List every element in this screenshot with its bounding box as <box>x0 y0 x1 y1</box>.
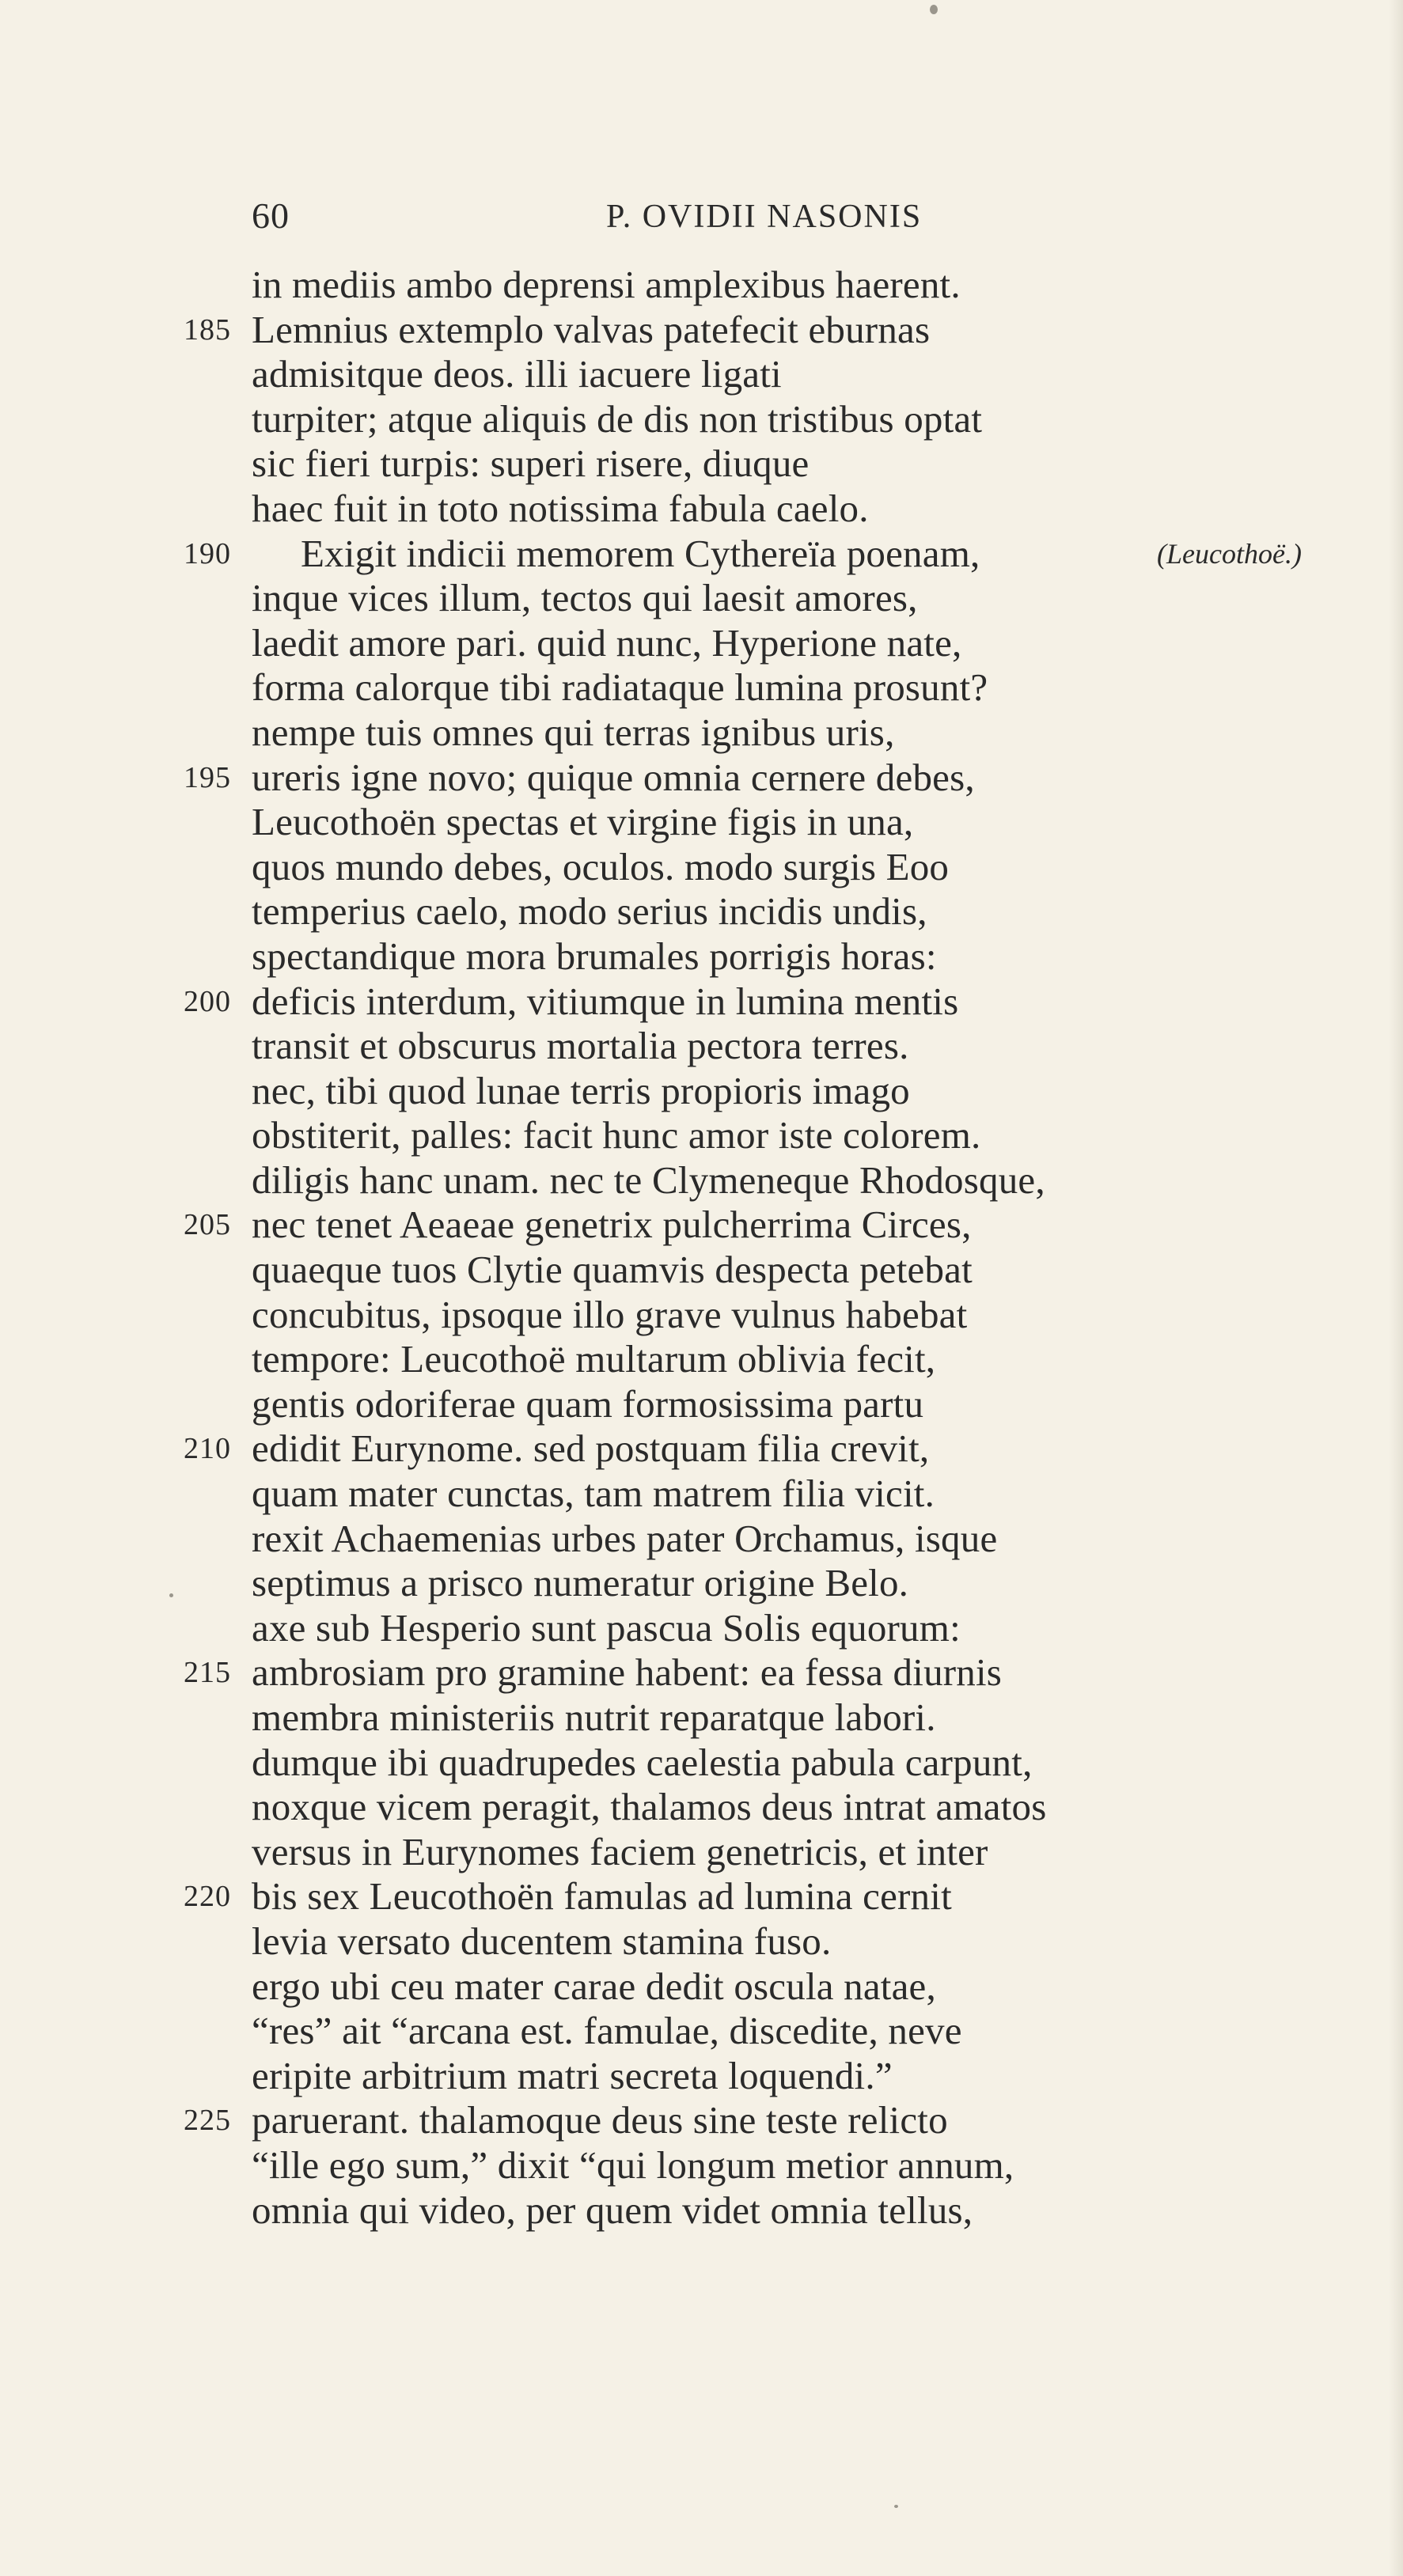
verse-line <box>0 800 1403 845</box>
verse-text: septimus a prisco numeratur origine Belo. <box>252 1561 909 1605</box>
verse-line <box>0 487 1403 532</box>
verse-line <box>0 263 1403 308</box>
verse-text: ergo ubi ceu mater carae dedit oscula natae, <box>252 1964 936 2008</box>
verse-text: omnia qui video, per quem videt omnia tellus, <box>252 2188 973 2232</box>
line-number: 190 <box>184 536 231 570</box>
verse-line <box>0 1113 1403 1158</box>
verse-text: concubitus, ipsoque illo grave vulnus habebat <box>252 1292 968 1336</box>
verse-line <box>0 1561 1403 1606</box>
verse-line <box>0 1426 1403 1472</box>
verse-text: obstiterit, palles: facit hunc amor iste colorem. <box>252 1113 981 1157</box>
verse-line <box>0 1606 1403 1651</box>
verse-text: edidit Eurynome. sed postquam filia crevit, <box>252 1426 930 1471</box>
running-head: P. OVIDII NASONIS <box>606 199 923 235</box>
verse-line <box>0 2009 1403 2054</box>
verse-line <box>0 1158 1403 1203</box>
verse-line <box>0 308 1403 353</box>
verse-line <box>0 352 1403 397</box>
verse-line <box>0 1695 1403 1741</box>
ink-speck <box>894 2505 898 2508</box>
verse-line <box>0 1293 1403 1338</box>
verse-line <box>0 532 1403 577</box>
verse-text: turpiter; atque aliquis de dis non tristibus optat <box>252 396 983 441</box>
verse-text: spectandique mora brumales porrigis horas: <box>252 934 937 978</box>
line-number: 185 <box>184 313 231 347</box>
verse-text: Leucothoën spectas et virgine figis in una, <box>252 800 914 844</box>
verse-text: paruerant. thalamoque deus sine teste relicto <box>252 2098 948 2142</box>
verse-line <box>0 1919 1403 1964</box>
verse-line <box>0 1024 1403 1069</box>
line-number: 220 <box>184 1880 231 1914</box>
verse-text: haec fuit in toto notissima fabula caelo. <box>252 486 869 530</box>
line-number: 200 <box>184 984 231 1018</box>
verse-text: ambrosiam pro gramine habent: ea fessa diurnis <box>252 1650 1003 1695</box>
ink-speck <box>930 5 938 14</box>
line-number: 215 <box>184 1656 231 1690</box>
verse-text: quos mundo debes, oculos. modo surgis Eoo <box>252 844 950 888</box>
verse-text: admisitque deos. illi iacuere ligati <box>252 352 782 396</box>
verse-text: Lemnius extemplo valvas patefecit eburnas <box>252 307 931 351</box>
verse-line <box>0 710 1403 756</box>
verse-line <box>0 1248 1403 1293</box>
verse-text: quam mater cunctas, tam matrem filia vicit. <box>252 1472 935 1516</box>
verse-line <box>0 2188 1403 2233</box>
line-number: 205 <box>184 1208 231 1242</box>
marginal-note: (Leucothoë.) <box>1157 537 1302 570</box>
verse-line <box>0 1069 1403 1114</box>
verse-line <box>0 979 1403 1025</box>
verse-text: rexit Achaemenias urbes pater Orchamus, isque <box>252 1516 998 1560</box>
verse-text: in mediis ambo deprensi amplexibus haerent. <box>252 263 961 306</box>
verse-text: quaeque tuos Clytie quamvis despecta petebat <box>252 1248 973 1292</box>
verse-line <box>0 2143 1403 2188</box>
verse-text: axe sub Hesperio sunt pascua Solis equorum: <box>252 1605 961 1650</box>
verse-text: laedit amore pari. quid nunc, Hyperione nate, <box>252 620 962 665</box>
verse-line <box>0 576 1403 621</box>
verse-line <box>0 1472 1403 1517</box>
verse-line <box>0 1203 1403 1248</box>
verse-line <box>0 441 1403 487</box>
verse-text: versus in Eurynomes faciem genetricis, et inter <box>252 1829 988 1873</box>
verse-line <box>0 1785 1403 1830</box>
verse-text: transit et obscurus mortalia pectora terres. <box>252 1024 909 1068</box>
verse-text: eripite arbitrium matri secreta loquendi.” <box>252 2053 893 2097</box>
verse-text: tempore: Leucothoë multarum oblivia fecit, <box>252 1337 936 1381</box>
verse-text: nec, tibi quod lunae terris propioris imago <box>252 1068 910 1112</box>
verse-text: deficis interdum, vitiumque in lumina mentis <box>252 979 959 1023</box>
verse-text: gentis odoriferae quam formosissima partu <box>252 1381 924 1426</box>
verse-text: nempe tuis omnes qui terras ignibus uris, <box>252 710 895 754</box>
page-number: 60 <box>252 195 290 236</box>
verse-text: forma calorque tibi radiataque lumina prosunt? <box>252 665 988 710</box>
verse-text: Exigit indicii memorem Cythereïa poenam, <box>301 531 980 575</box>
verse-line <box>0 621 1403 666</box>
verse-text: sic fieri turpis: superi risere, diuque <box>252 441 810 486</box>
verse-text: nec tenet Aeaeae genetrix pulcherrima Circes, <box>252 1203 972 1247</box>
verse-line <box>0 1517 1403 1562</box>
verse-text: inque vices illum, tectos qui laesit amores, <box>252 576 918 620</box>
verse-text: ureris igne novo; quique omnia cernere debes, <box>252 755 975 799</box>
verse-block <box>0 263 1403 2233</box>
verse-text: noxque vicem peragit, thalamos deus intrat amatos <box>252 1785 1047 1829</box>
verse-line <box>0 1337 1403 1382</box>
verse-line <box>0 756 1403 801</box>
verse-line <box>0 1650 1403 1695</box>
verse-text: “ille ego sum,” dixit “qui longum metior annum, <box>252 2142 1014 2187</box>
verse-line <box>0 397 1403 442</box>
verse-text: bis sex Leucothoën famulas ad lumina cernit <box>252 1874 952 1919</box>
verse-line <box>0 1741 1403 1786</box>
verse-text: membra ministeriis nutrit reparatque labori. <box>252 1695 936 1739</box>
verse-text: dumque ibi quadrupedes caelestia pabula carpunt, <box>252 1740 1033 1784</box>
line-number: 225 <box>184 2104 231 2138</box>
verse-text: “res” ait “arcana est. famulae, discedite, neve <box>252 2009 962 2053</box>
verse-text: diligis hanc unam. nec te Clymeneque Rhodosque, <box>252 1157 1045 1202</box>
line-number: 210 <box>184 1432 231 1466</box>
line-number: 195 <box>184 760 231 794</box>
verse-line <box>0 845 1403 890</box>
verse-line <box>0 1382 1403 1427</box>
verse-line <box>0 2098 1403 2143</box>
verse-line <box>0 1874 1403 1919</box>
verse-line <box>0 1830 1403 1875</box>
verse-text: temperius caelo, modo serius incidis undis, <box>252 889 927 934</box>
verse-line <box>0 1964 1403 2010</box>
page-header <box>252 195 1233 242</box>
verse-line <box>0 665 1403 710</box>
verse-line <box>0 934 1403 979</box>
verse-text: levia versato ducentem stamina fuso. <box>252 1919 832 1963</box>
verse-line <box>0 889 1403 934</box>
verse-line <box>0 2054 1403 2099</box>
